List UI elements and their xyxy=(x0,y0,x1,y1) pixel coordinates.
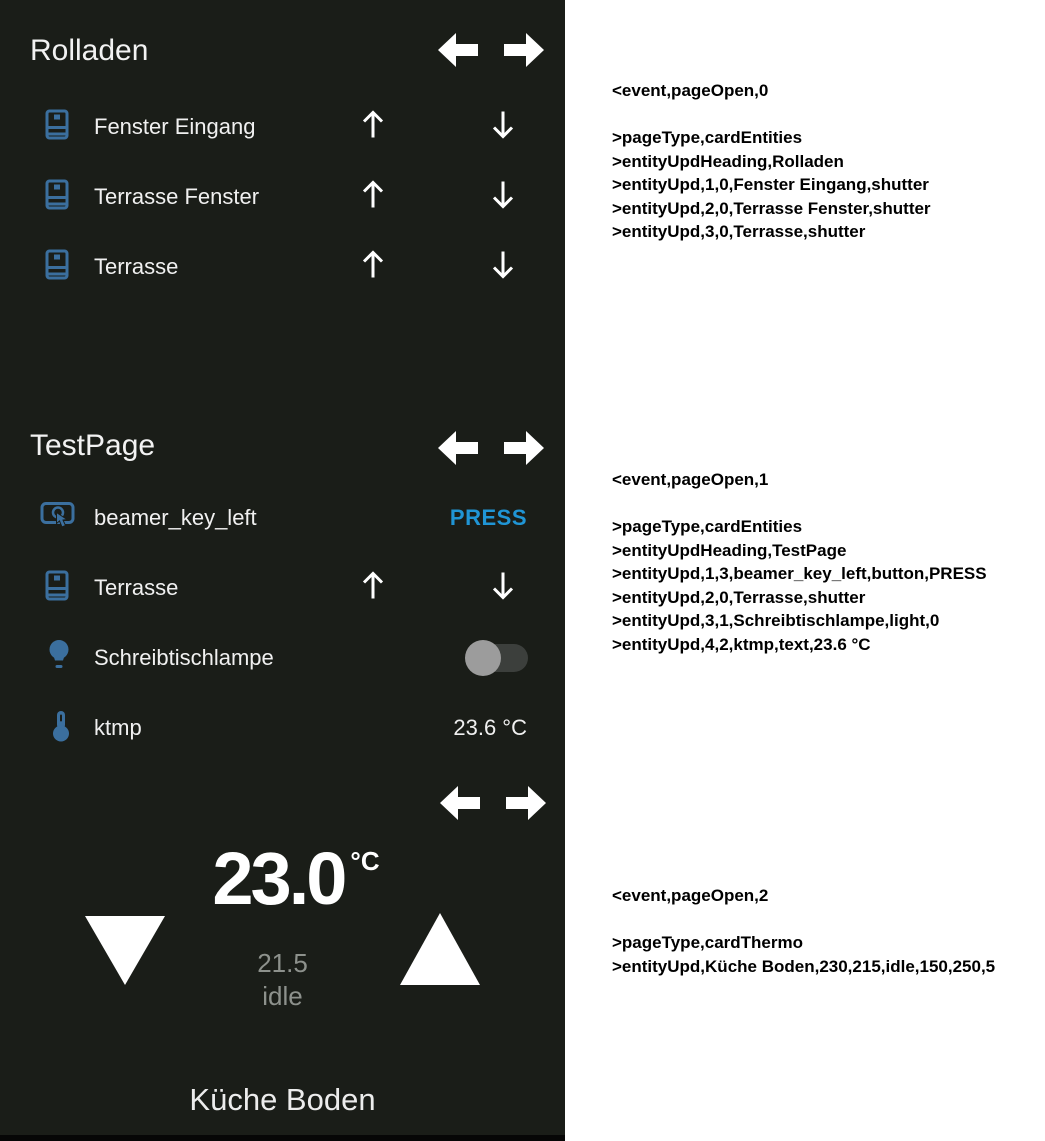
shutter-up-button[interactable] xyxy=(358,569,388,608)
temperature-unit: °C xyxy=(350,846,380,876)
light-toggle-switch[interactable] xyxy=(468,644,528,672)
entity-label: Terrasse Fenster xyxy=(94,184,260,209)
right-arrow-icon xyxy=(504,33,544,67)
console-line xyxy=(612,908,995,932)
right-arrow-icon xyxy=(504,431,544,465)
thermometer-icon xyxy=(48,709,74,748)
card1-prev-page-button[interactable] xyxy=(438,33,478,67)
console-line: <event,pageOpen,1 xyxy=(612,470,769,489)
window-shutter-icon xyxy=(44,249,70,286)
console-line: >entityUpdHeading,TestPage xyxy=(612,540,847,560)
card2-prev-page-button[interactable] xyxy=(438,431,478,465)
card1-title: Rolladen xyxy=(30,34,149,67)
entity-row-terrasse-2 xyxy=(0,566,565,610)
card3-title: Küche Boden xyxy=(189,1082,376,1117)
shutter-down-button[interactable] xyxy=(488,569,518,608)
left-arrow-icon xyxy=(438,431,478,465)
card3-next-page-button[interactable] xyxy=(506,786,546,820)
entity-row-ktmp xyxy=(0,706,565,750)
window-shutter-icon xyxy=(44,570,70,607)
console-line: >pageType,cardEntities xyxy=(612,517,803,536)
card2-title: TestPage xyxy=(30,429,156,462)
left-arrow-icon xyxy=(440,786,480,820)
console-line: >entityUpd,3,0,Terrasse,shutter xyxy=(612,222,866,241)
right-arrow-icon xyxy=(506,786,546,820)
gesture-tap-button-icon xyxy=(40,500,76,537)
lightbulb-icon xyxy=(46,639,72,678)
console-log-page0 xyxy=(612,79,931,244)
card2-next-page-button[interactable] xyxy=(504,431,544,465)
entity-row-schreibtischlampe xyxy=(0,636,565,680)
shutter-up-button[interactable] xyxy=(358,108,388,147)
setpoint-value: 21.5 xyxy=(257,948,308,978)
console-line: >pageType,cardEntities xyxy=(612,128,803,147)
press-button[interactable]: PRESS xyxy=(449,505,527,530)
window-shutter-icon xyxy=(44,179,70,216)
entity-row-fenster-eingang xyxy=(0,105,565,149)
shutter-down-button[interactable] xyxy=(488,248,518,287)
entity-row-beamer-key-left xyxy=(0,496,565,540)
entity-row-terrasse-fenster xyxy=(0,175,565,219)
temperature-value: 23.6 °C xyxy=(453,715,527,740)
console-line: >entityUpd,3,1,Schreibtischlampe,light,0 xyxy=(612,611,940,630)
shutter-up-button[interactable] xyxy=(358,248,388,287)
current-temperature xyxy=(212,837,380,920)
console-line: >entityUpdHeading,Rolladen xyxy=(612,151,844,171)
entity-label: Terrasse xyxy=(94,575,179,600)
console-line xyxy=(612,103,931,127)
console-line: >entityUpd,Küche Boden,230,215,idle,150,250,5 xyxy=(612,956,996,976)
console-line: >entityUpd,2,0,Terrasse Fenster,shutter xyxy=(612,198,931,218)
shutter-down-button[interactable] xyxy=(488,108,518,147)
entity-label: Terrasse xyxy=(94,254,179,279)
card3-prev-page-button[interactable] xyxy=(440,786,480,820)
left-arrow-icon xyxy=(438,33,478,67)
toggle-knob xyxy=(465,640,501,676)
console-log-page2 xyxy=(612,884,995,978)
console-line: <event,pageOpen,0 xyxy=(612,81,769,100)
console-line xyxy=(612,492,987,516)
entity-label: Schreibtischlampe xyxy=(94,645,274,670)
entity-label: beamer_key_left xyxy=(94,505,257,530)
console-line: >entityUpd,2,0,Terrasse,shutter xyxy=(612,587,866,607)
console-log-page1 xyxy=(612,468,987,656)
console-line: <event,pageOpen,2 xyxy=(612,886,769,905)
shutter-up-button[interactable] xyxy=(358,178,388,217)
card1-next-page-button[interactable] xyxy=(504,33,544,67)
console-line: >entityUpd,4,2,ktmp,text,23.6 °C xyxy=(612,634,871,654)
console-line: >entityUpd,1,0,Fenster Eingang,shutter xyxy=(612,175,929,194)
hvac-state: idle xyxy=(262,981,303,1011)
window-shutter-icon xyxy=(44,109,70,146)
shutter-down-button[interactable] xyxy=(488,178,518,217)
console-line: >entityUpd,1,3,beamer_key_left,button,PRESS xyxy=(612,564,987,583)
entity-label: ktmp xyxy=(94,715,142,740)
panel-bottom-edge xyxy=(0,1135,565,1141)
console-line: >pageType,cardThermo xyxy=(612,933,803,952)
current-temperature-value: 23.0 xyxy=(212,837,345,920)
entity-row-terrasse xyxy=(0,245,565,289)
entity-label: Fenster Eingang xyxy=(94,114,256,139)
